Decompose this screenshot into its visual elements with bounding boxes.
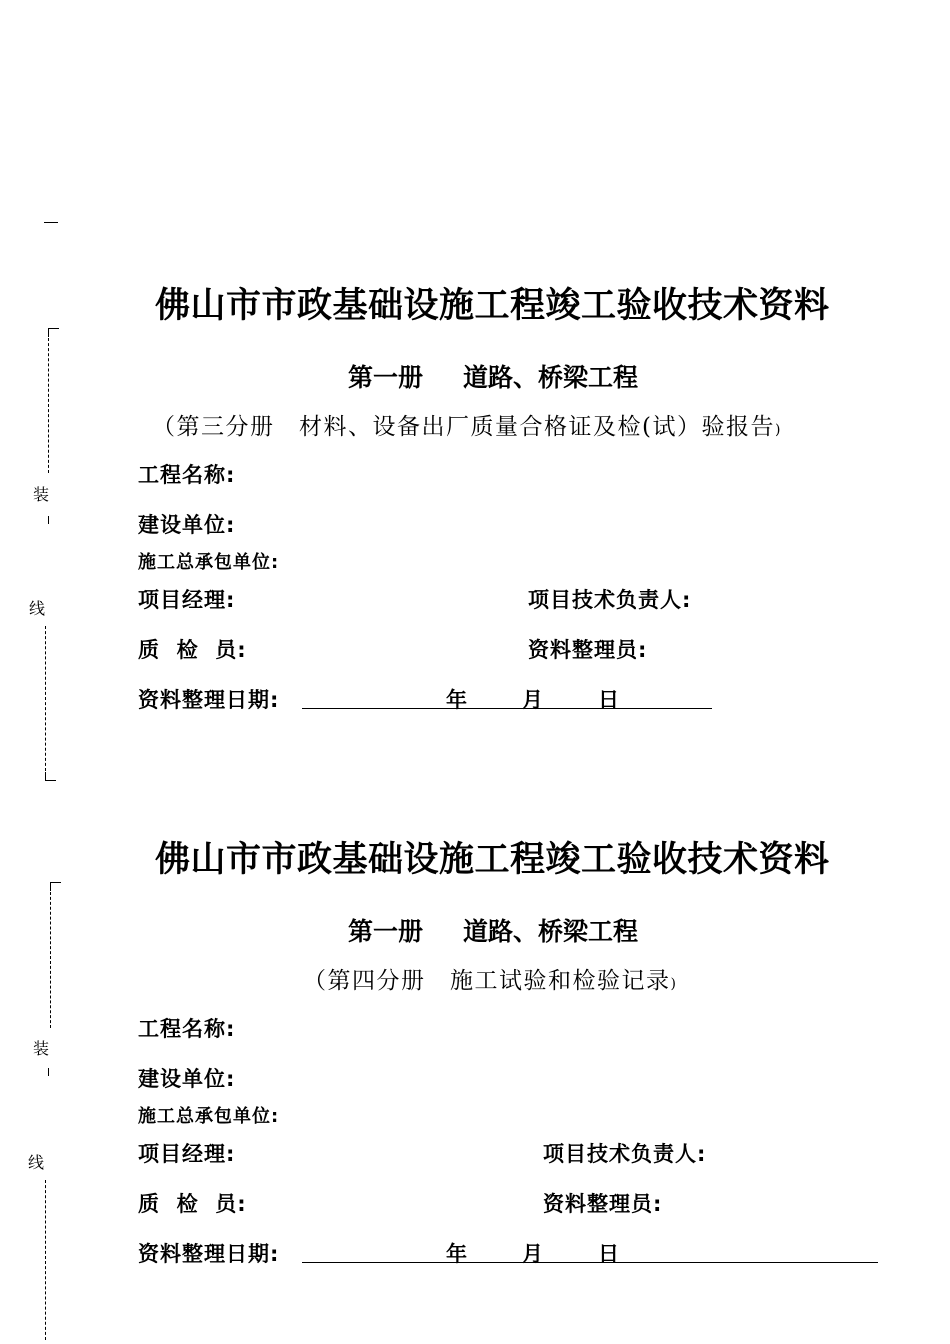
section-paren-open: （ xyxy=(303,968,328,994)
date-year: 年 xyxy=(446,688,467,712)
binding-char-zhuang: 装 xyxy=(33,1039,50,1058)
doc-date-label: 资料整理日期: xyxy=(138,688,280,712)
volume-number: 第一册 xyxy=(348,363,424,392)
binding-tick xyxy=(48,1068,49,1076)
tech-lead-label: 项目技术负责人: xyxy=(528,588,692,612)
date-month: 月 xyxy=(522,688,543,712)
section-heading xyxy=(152,408,780,441)
cover-title: 佛山市市政基础设施工程竣工验收技术资料 xyxy=(155,840,830,880)
project-name-label: 工程名称: xyxy=(138,1017,236,1041)
contractor-label: 施工总承包单位: xyxy=(138,552,280,573)
doc-date-label: 资料整理日期: xyxy=(138,1242,280,1266)
volume-number: 第一册 xyxy=(348,917,424,946)
section-paren-open: （ xyxy=(152,414,177,440)
doc-clerk-label: 资料整理员: xyxy=(543,1192,663,1216)
date-year: 年 xyxy=(446,1242,467,1266)
binding-char-zhuang: 装 xyxy=(33,485,50,504)
section-heading xyxy=(303,962,676,995)
binding-dashed-line xyxy=(45,626,46,771)
inspector-label: 质 检 员: xyxy=(138,1192,247,1216)
volume-name: 道路、桥梁工程 xyxy=(463,917,639,946)
binding-char-xian: 线 xyxy=(28,1153,45,1172)
volume-heading xyxy=(348,912,638,948)
binding-char-xian: 线 xyxy=(29,599,46,618)
margin-tick xyxy=(44,222,58,223)
project-manager-label: 项目经理: xyxy=(138,1142,236,1166)
binding-dashed-line xyxy=(48,338,49,473)
volume-name: 道路、桥梁工程 xyxy=(463,363,639,392)
section-title: 第四分册 施工试验和检验记录 xyxy=(327,968,671,994)
project-manager-label: 项目经理: xyxy=(138,588,236,612)
builder-label: 建设单位: xyxy=(138,513,236,537)
date-underline xyxy=(302,1262,878,1263)
contractor-label: 施工总承包单位: xyxy=(138,1106,280,1127)
section-paren-close: ) xyxy=(774,422,781,438)
binding-tick xyxy=(48,516,49,524)
binding-corner-bottom xyxy=(45,772,56,781)
section-paren-close: ) xyxy=(670,976,676,992)
tech-lead-label: 项目技术负责人: xyxy=(543,1142,707,1166)
binding-corner-top xyxy=(50,882,61,891)
cover-title: 佛山市市政基础设施工程竣工验收技术资料 xyxy=(155,286,830,326)
builder-label: 建设单位: xyxy=(138,1067,236,1091)
volume-heading xyxy=(348,358,638,394)
project-name-label: 工程名称: xyxy=(138,463,236,487)
binding-dashed-line xyxy=(45,1180,46,1340)
section-title: 第三分册 材料、设备出厂质量合格证及检(试）验报告 xyxy=(176,414,775,440)
binding-dashed-line xyxy=(50,892,51,1028)
date-underline xyxy=(302,708,712,709)
binding-corner-top xyxy=(48,328,59,337)
date-day: 日 xyxy=(598,1242,619,1266)
inspector-label: 质 检 员: xyxy=(138,638,247,662)
date-day: 日 xyxy=(598,688,619,712)
date-month: 月 xyxy=(522,1242,543,1266)
doc-clerk-label: 资料整理员: xyxy=(528,638,648,662)
